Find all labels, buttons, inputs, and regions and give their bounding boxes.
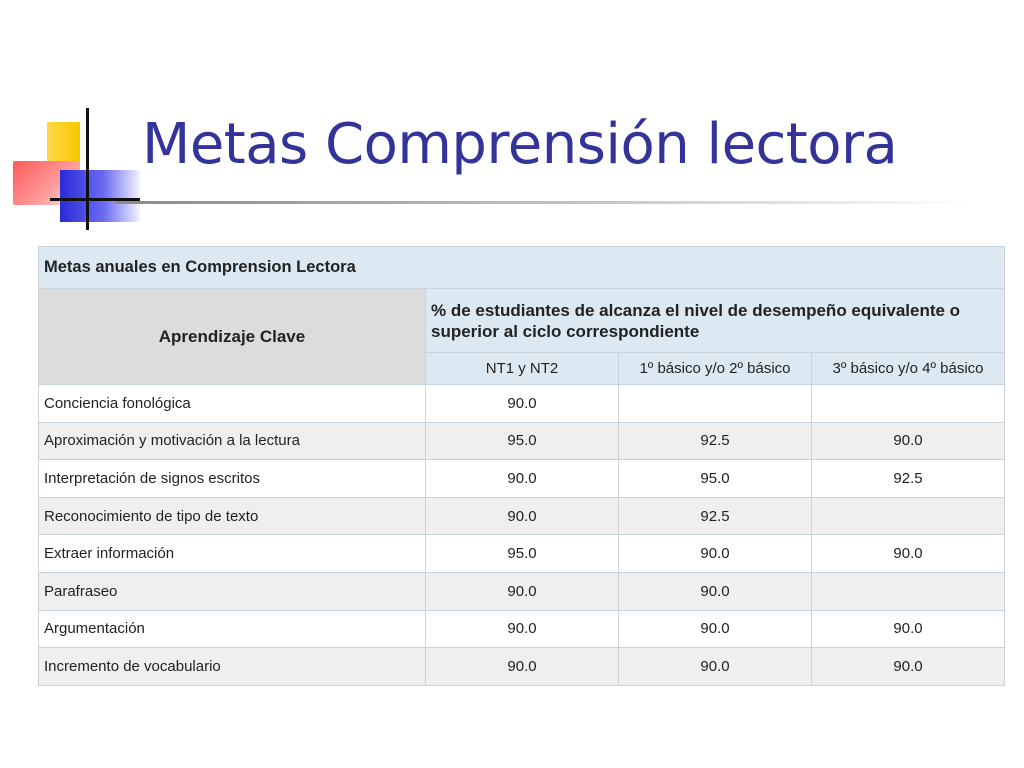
cell-3-4-basico: 90.0 — [812, 422, 1005, 460]
blue-square-decoration — [60, 170, 140, 222]
corner-squares-decoration — [0, 0, 160, 240]
table-caption-row — [39, 247, 1005, 289]
column-header-1-2-basico: 1º básico y/o 2º básico — [619, 353, 812, 385]
cell-1-2-basico — [619, 385, 812, 423]
cell-3-4-basico: 92.5 — [812, 460, 1005, 498]
table-row — [39, 385, 1005, 423]
cell-1-2-basico: 90.0 — [619, 535, 812, 573]
table-row — [39, 460, 1005, 498]
percentage-group-header: % de estudiantes de alcanza el nivel de desempeño equivalente o superior al ciclo correspondiente — [426, 289, 1005, 353]
row-label: Aproximación y motivación a la lectura — [39, 422, 426, 460]
cell-1-2-basico: 90.0 — [619, 648, 812, 686]
table-row — [39, 610, 1005, 648]
table-row — [39, 497, 1005, 535]
row-label: Interpretación de signos escritos — [39, 460, 426, 498]
cell-3-4-basico: 90.0 — [812, 648, 1005, 686]
slide-title: Metas Comprensión lectora — [142, 112, 898, 177]
cell-nt1-nt2: 90.0 — [426, 610, 619, 648]
cell-nt1-nt2: 90.0 — [426, 385, 619, 423]
cell-3-4-basico — [812, 572, 1005, 610]
row-label: Extraer información — [39, 535, 426, 573]
table-row — [39, 535, 1005, 573]
cell-nt1-nt2: 90.0 — [426, 572, 619, 610]
cell-3-4-basico — [812, 497, 1005, 535]
row-label: Argumentación — [39, 610, 426, 648]
cell-nt1-nt2: 95.0 — [426, 535, 619, 573]
row-label: Conciencia fonológica — [39, 385, 426, 423]
cell-nt1-nt2: 95.0 — [426, 422, 619, 460]
cell-nt1-nt2: 90.0 — [426, 648, 619, 686]
column-header-nt1-nt2: NT1 y NT2 — [426, 353, 619, 385]
table-row — [39, 422, 1005, 460]
cell-1-2-basico: 90.0 — [619, 572, 812, 610]
cell-1-2-basico: 92.5 — [619, 497, 812, 535]
cell-nt1-nt2: 90.0 — [426, 497, 619, 535]
table-caption: Metas anuales en Comprension Lectora — [39, 247, 1005, 289]
title-underline — [115, 201, 975, 204]
cell-3-4-basico: 90.0 — [812, 610, 1005, 648]
table-header-row — [39, 289, 1005, 353]
cell-nt1-nt2: 90.0 — [426, 460, 619, 498]
vertical-line-decoration — [86, 108, 89, 230]
key-learning-header: Aprendizaje Clave — [39, 289, 426, 385]
row-label: Reconocimiento de tipo de texto — [39, 497, 426, 535]
cell-3-4-basico: 90.0 — [812, 535, 1005, 573]
cell-1-2-basico: 90.0 — [619, 610, 812, 648]
goals-table — [38, 246, 1005, 686]
column-header-3-4-basico: 3º básico y/o 4º básico — [812, 353, 1005, 385]
table-row — [39, 572, 1005, 610]
table-row — [39, 648, 1005, 686]
row-label: Parafraseo — [39, 572, 426, 610]
cell-3-4-basico — [812, 385, 1005, 423]
cell-1-2-basico: 95.0 — [619, 460, 812, 498]
cell-1-2-basico: 92.5 — [619, 422, 812, 460]
row-label: Incremento de vocabulario — [39, 648, 426, 686]
